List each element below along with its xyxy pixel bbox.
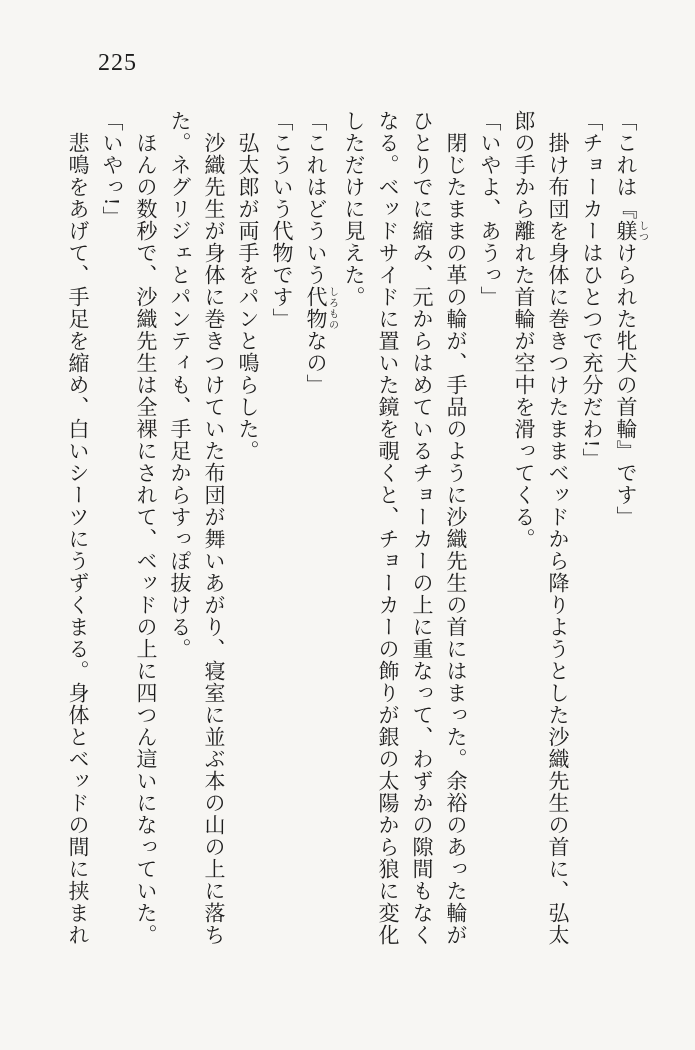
text-column-1: 「これは『躾しつけられた牝犬の首輪』です」 (614, 110, 648, 528)
page-number: 225 (98, 50, 137, 76)
text-column-15: ほんの数秒で、沙織先生は全裸にされて、ベッドの上に四つん這いになっていた。 (134, 132, 158, 946)
text-column-10: 「これはどういう代物しろものなの」 (304, 110, 338, 396)
text-column-5: 「いやよ、あうっ」 (478, 110, 502, 308)
text-column-17: 悲鳴をあげて、手足を縮め、白いシーツにうずくまる。身体とベッドの間に挟まれ (66, 132, 90, 946)
text-column-6: 閉じたままの革の輪が、手品のように沙織先生の首にはまった。余裕のあった輪が (444, 132, 468, 946)
text-column-14: た。ネグリジェとパンティも、手足からすっぽ抜ける。 (168, 110, 192, 660)
text-column-8: なる。ベッドサイドに置いた鏡を覗くと、チョーカーの飾りが銀の太陽から狼に変化 (376, 110, 400, 946)
text-block (61, 110, 647, 952)
text-column-4: 郎の手から離れた首輪が空中を滑ってくる。 (512, 110, 536, 550)
ruby-annotated-word: 躾しつ (614, 220, 648, 242)
ruby-annotated-word: 代物しろもの (304, 286, 338, 330)
text-column-12: 弘太郎が両手をパンと鳴らした。 (236, 132, 260, 462)
text-column-16: 「いやっ!」 (100, 110, 124, 228)
text-column-2: 「チョーカーはひとつで充分だわ!」 (580, 110, 604, 470)
text-column-9: しただけに見えた。 (342, 110, 366, 308)
text-column-11: 「こういう代物です」 (270, 110, 294, 330)
text-column-7: ひとりでに縮み、元からはめているチョーカーの上に重なって、わずかの隙間もなく (410, 110, 434, 946)
text-column-13: 沙織先生が身体に巻きつけていた布団が舞いあがり、寝室に並ぶ本の山の上に落ち (202, 132, 226, 946)
text-column-3: 掛け布団を身体に巻きつけたままベッドから降りようとした沙織先生の首に、弘太 (546, 132, 570, 946)
